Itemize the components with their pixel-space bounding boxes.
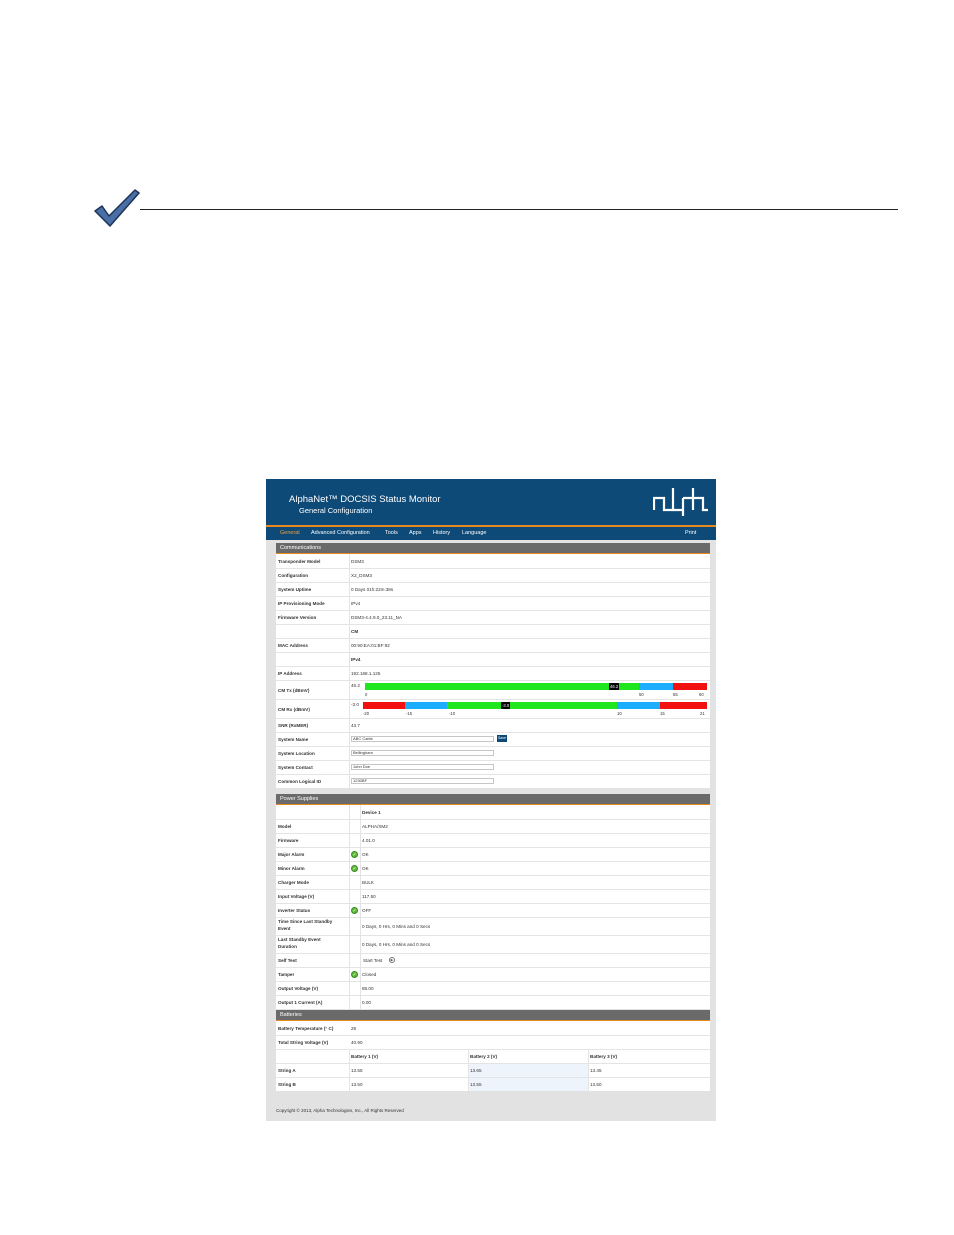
ok-status-icon: ✓	[352, 866, 357, 872]
ok-status-icon: ✓	[352, 852, 357, 858]
table-row	[276, 1064, 710, 1078]
nav-history[interactable]: History	[433, 530, 451, 536]
nav-general[interactable]: General	[280, 530, 300, 536]
tick-label: -20	[363, 711, 370, 716]
row-system-name	[276, 733, 710, 747]
row-value: DSM3-4.4.9.0_23.11_NA	[351, 615, 402, 620]
row-label: System Contact	[278, 765, 313, 770]
row-label: Event	[278, 926, 291, 931]
row-value: Closed	[362, 972, 377, 977]
row-label: System Name	[278, 737, 309, 742]
row-label: CM Rx (dBmV)	[278, 707, 310, 712]
cell-value: 13.45	[590, 1068, 602, 1073]
cm-tx-marker: 46.2	[610, 684, 619, 689]
row-device-header	[276, 806, 710, 820]
row-input-voltage	[276, 890, 710, 904]
checkmark-icon	[92, 186, 140, 230]
row-time-since-standby	[276, 918, 710, 936]
tick-label: -10	[449, 711, 456, 716]
row-configuration	[276, 569, 710, 583]
page-subtitle: General Configuration	[299, 506, 373, 515]
bar-segment-red	[673, 683, 707, 690]
row-label: String A	[278, 1068, 296, 1073]
row-label: IP Provisioning Mode	[278, 601, 325, 606]
power-supplies-header: Power Supplies	[276, 794, 710, 805]
highlight-cell	[469, 1078, 588, 1091]
row-model	[276, 820, 710, 834]
row-ipv4-header	[276, 653, 710, 667]
tick-label: 55	[673, 692, 678, 697]
row-label: Time Since Last Standby	[278, 919, 333, 924]
row-label: Firmware	[278, 838, 299, 843]
row-label: Transponder Model	[278, 559, 321, 564]
tick-label: 21	[700, 711, 705, 716]
row-value: 0.00	[362, 1000, 371, 1005]
row-value: 43.7	[351, 723, 360, 728]
row-label: Common Logical ID	[278, 779, 322, 784]
row-system-uptime	[276, 583, 710, 597]
bar-segment-blue	[405, 702, 447, 709]
row-label: Configuration	[278, 573, 309, 578]
row-label: Self Test	[278, 958, 297, 963]
row-value: BULK	[362, 880, 375, 885]
row-value: 192.168.1.125	[351, 671, 381, 676]
row-self-test	[276, 954, 710, 968]
row-label: Total String Voltage (V)	[278, 1040, 329, 1045]
row-value: 00:90:EA:01:BF:92	[351, 643, 390, 648]
row-label: Major Alarm	[278, 852, 305, 857]
row-label: SNR (RxMER)	[278, 723, 309, 728]
common-logical-id-input[interactable]: 1230BF	[351, 778, 494, 784]
column-header: Battery 2 (V)	[470, 1054, 498, 1059]
note-divider	[140, 209, 898, 210]
table-row	[276, 1078, 710, 1091]
tick-label: 15	[660, 711, 665, 716]
row-system-contact	[276, 761, 710, 775]
tick-label: -15	[406, 711, 413, 716]
row-value: 0 Days, 0 Hrs, 0 Mins and 0 Secs	[362, 942, 431, 947]
row-label: Duration	[278, 944, 297, 949]
row-value: 4.01.0	[362, 838, 375, 843]
nav-advanced-configuration[interactable]: Advanced Configuration	[311, 530, 370, 536]
row-label: Inverter Status	[278, 908, 311, 913]
row-value: IPv4	[351, 601, 361, 606]
row-label: Last Standby Event	[278, 937, 321, 942]
cell-value: 13.50	[590, 1082, 602, 1087]
alpha-logo-icon	[653, 484, 709, 518]
batteries-panel	[276, 1010, 710, 1091]
row-value: 88.00	[362, 986, 374, 991]
row-value: X2_DSM3	[351, 573, 372, 578]
row-label: Tamper	[278, 972, 295, 977]
row-total-string-voltage	[276, 1036, 710, 1050]
row-inverter-status	[276, 904, 710, 918]
nav-language[interactable]: Language	[462, 530, 487, 536]
row-label: CM Tx (dBmV)	[278, 688, 310, 693]
row-last-standby-duration	[276, 936, 710, 954]
row-firmware	[276, 834, 710, 848]
cm-rx-level-bar	[363, 702, 707, 709]
play-icon[interactable]: ▶	[390, 958, 394, 962]
bar-segment-green	[447, 702, 617, 709]
row-label: Model	[278, 824, 292, 829]
communications-panel	[276, 543, 710, 788]
row-charger-mode	[276, 876, 710, 890]
ok-status-icon: ✓	[352, 972, 357, 978]
ok-status-icon: ✓	[352, 908, 357, 914]
row-label: Output 1 Current (A)	[278, 1000, 323, 1005]
bar-segment-red	[363, 702, 405, 709]
bar-segment-blue	[617, 702, 660, 709]
bar-segment-blue	[639, 683, 673, 690]
status-monitor-screenshot	[266, 479, 716, 1121]
cm-rx-marker: -3.0	[502, 703, 510, 708]
row-battery-temperature	[276, 1022, 710, 1036]
row-value: OK	[362, 852, 369, 857]
row-cm-rx	[276, 700, 710, 719]
cm-tx-level-bar	[365, 683, 707, 690]
bar-segment-red	[660, 702, 707, 709]
ipv4-subheader: IPv4	[351, 657, 361, 662]
tick-label: 50	[639, 692, 644, 697]
save-button[interactable]: Save	[498, 736, 506, 740]
row-value: OK	[362, 866, 369, 871]
row-label: Charger Mode	[278, 880, 309, 885]
device-1-header: Device 1	[362, 810, 381, 815]
row-output-current	[276, 996, 710, 1009]
power-supplies-panel	[276, 794, 710, 1009]
row-mac-address	[276, 639, 710, 653]
row-value: ALPHA/XM2	[362, 824, 388, 829]
row-value: -3.0	[351, 702, 359, 707]
highlight-cell	[469, 1064, 588, 1077]
nav-apps[interactable]: Apps	[409, 530, 422, 536]
row-value: 0 Days, 0 Hrs, 0 Mins and 0 Secs	[362, 924, 431, 929]
row-label: Input Voltage (V)	[278, 894, 315, 899]
column-header: Battery 1 (V)	[351, 1054, 379, 1059]
communications-header: Communications	[276, 543, 710, 554]
battery-table-header	[276, 1050, 710, 1064]
row-value: DSM3	[351, 559, 364, 564]
row-transponder-model	[276, 555, 710, 569]
row-cm-header	[276, 625, 710, 639]
row-major-alarm	[276, 848, 710, 862]
app-header	[266, 479, 716, 525]
row-output-voltage	[276, 982, 710, 996]
tick-label: 10	[617, 711, 622, 716]
row-value: OFF	[362, 908, 372, 913]
column-header: Battery 3 (V)	[590, 1054, 618, 1059]
row-label: String B	[278, 1082, 296, 1087]
cm-subheader: CM	[351, 629, 359, 634]
row-label: System Uptime	[278, 587, 312, 592]
system-location-input[interactable]: Bellingham	[351, 750, 494, 756]
row-system-location	[276, 747, 710, 761]
row-minor-alarm	[276, 862, 710, 876]
row-common-logical-id	[276, 775, 710, 789]
copyright-text: Copyright © 2013, Alpha Technologies, Inc., All Rights Reserved	[276, 1108, 404, 1113]
system-contact-input[interactable]: John Doe	[351, 764, 494, 770]
row-label: MAC Address	[278, 643, 308, 648]
row-value: 0 Days 01h:22m:38s	[351, 587, 394, 592]
row-label: System Location	[278, 751, 315, 756]
cell-value: 13.50	[351, 1082, 363, 1087]
row-label: Output Voltage (V)	[278, 986, 318, 991]
row-label: IP Address	[278, 671, 302, 676]
row-snr	[276, 719, 710, 733]
row-value: 117.50	[362, 894, 376, 899]
start-test-link[interactable]: Start Test	[363, 958, 383, 963]
tick-label: 60	[699, 692, 704, 697]
cell-value: 13.55	[351, 1068, 363, 1073]
batteries-header: Batteries	[276, 1010, 710, 1021]
row-value: 28	[351, 1026, 357, 1031]
row-value: 46.2	[351, 683, 360, 688]
nav-tools[interactable]: Tools	[385, 530, 398, 536]
cell-value: 13.55	[470, 1082, 482, 1087]
nav-print[interactable]: Print	[685, 530, 697, 536]
row-firmware-version	[276, 611, 710, 625]
row-label: Battery Temperature (° C)	[278, 1026, 334, 1031]
row-ip-address	[276, 667, 710, 681]
cell-value: 13.65	[470, 1068, 482, 1073]
row-label: Firmware Version	[278, 615, 317, 620]
row-cm-tx	[276, 681, 710, 700]
bar-segment-green	[365, 683, 639, 690]
row-ip-provisioning-mode	[276, 597, 710, 611]
row-label: Minor Alarm	[278, 866, 305, 871]
row-value: 40.90	[351, 1040, 363, 1045]
main-nav	[266, 527, 716, 540]
system-name-input[interactable]: ABC Cable	[351, 736, 494, 742]
tick-label: 0	[365, 692, 368, 697]
row-tamper	[276, 968, 710, 982]
app-title: AlphaNet™ DOCSIS Status Monitor	[289, 494, 441, 505]
